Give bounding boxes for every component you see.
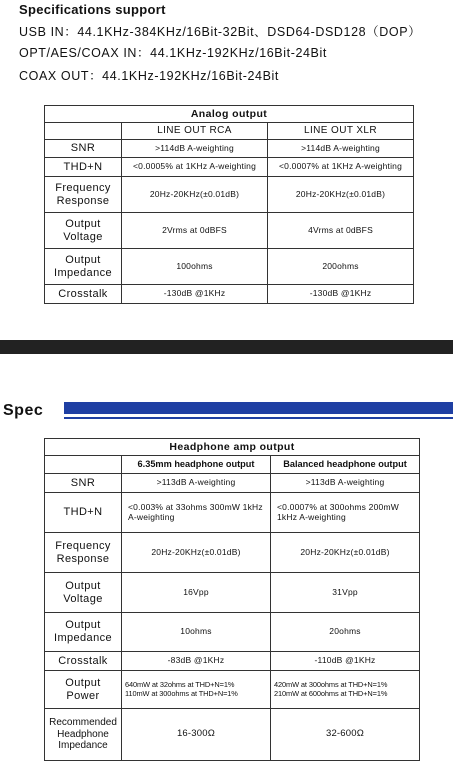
analog-output-table — [44, 105, 414, 304]
specifications-heading: Specifications support — [19, 2, 166, 17]
usb-in-spec: USB IN：44.1KHz-384KHz/16Bit-32Bit、DSD64-DSD128（DOP） — [19, 25, 422, 39]
table-cell: 10ohms — [122, 613, 271, 652]
table-row — [45, 573, 420, 613]
row-label: Output Impedance — [45, 249, 122, 285]
table-cell: -130dB @1KHz — [122, 285, 268, 304]
table-cell: 20Hz-20KHz(±0.01dB) — [122, 177, 268, 213]
column-header-xlr: LINE OUT XLR — [268, 123, 414, 140]
table-row — [45, 709, 420, 761]
table-row — [45, 249, 414, 285]
section-accent-bar — [64, 402, 453, 414]
power-line: 420mW at 300ohms at THD+N=1% — [274, 679, 388, 689]
table-cell: 20ohms — [271, 613, 420, 652]
table-row — [45, 285, 414, 304]
row-label: Output Voltage — [45, 213, 122, 249]
table-cell: -130dB @1KHz — [268, 285, 414, 304]
table-cell: 32-600Ω — [271, 709, 420, 761]
table-cell: <0.0005% at 1KHz A-weighting — [122, 158, 268, 177]
row-label: Frequency Response — [45, 533, 122, 573]
row-label: THD+N — [45, 158, 122, 177]
table-row — [45, 177, 414, 213]
power-line: 210mW at 600ohms at THD+N=1% — [274, 688, 388, 698]
column-header-6-35mm: 6.35mm headphone output — [122, 456, 271, 474]
table-cell: 16Vpp — [122, 573, 271, 613]
table-cell: <0.0007% at 300ohms 200mW 1kHz A-weighting — [271, 493, 420, 533]
table-cell: 100ohms — [122, 249, 268, 285]
row-label: THD+N — [45, 493, 122, 533]
spec-section-label: Spec — [3, 402, 44, 419]
corner-cell — [45, 123, 122, 140]
table-cell: <0.0007% at 1KHz A-weighting — [268, 158, 414, 177]
table-row — [45, 652, 420, 671]
table-cell: >113dB A-weighting — [122, 474, 271, 493]
table-row — [45, 493, 420, 533]
table-row — [45, 613, 420, 652]
section-divider-bar — [0, 340, 453, 354]
table-cell: 20Hz-20KHz(±0.01dB) — [271, 533, 420, 573]
section-accent-line — [64, 417, 453, 419]
table-cell: >114dB A-weighting — [268, 140, 414, 158]
row-label: Recommended Headphone Impedance — [45, 709, 122, 761]
table-title: Headphone amp output — [45, 439, 420, 456]
corner-cell — [45, 456, 122, 474]
coax-out-spec: COAX OUT：44.1KHz-192KHz/16Bit-24Bit — [19, 69, 279, 83]
row-label: SNR — [45, 474, 122, 493]
table-row — [45, 533, 420, 573]
power-line: 640mW at 32ohms at THD+N=1% — [125, 679, 235, 689]
power-line: 110mW at 300ohms at THD+N=1% — [125, 688, 238, 698]
table-row — [45, 213, 414, 249]
table-cell — [271, 671, 420, 709]
table-cell: 31Vpp — [271, 573, 420, 613]
table-row — [45, 140, 414, 158]
table-title: Analog output — [45, 106, 414, 123]
table-cell: 20Hz-20KHz(±0.01dB) — [268, 177, 414, 213]
row-label: Crosstalk — [45, 285, 122, 304]
opt-aes-coax-in-spec: OPT/AES/COAX IN：44.1KHz-192KHz/16Bit-24Bit — [19, 46, 327, 60]
table-row — [45, 158, 414, 177]
table-cell: 2Vrms at 0dBFS — [122, 213, 268, 249]
row-label: Output Power — [45, 671, 122, 709]
table-cell — [122, 671, 271, 709]
table-cell: 4Vrms at 0dBFS — [268, 213, 414, 249]
column-header-balanced: Balanced headphone output — [271, 456, 420, 474]
table-cell: -110dB @1KHz — [271, 652, 420, 671]
row-label: Crosstalk — [45, 652, 122, 671]
table-cell: -83dB @1KHz — [122, 652, 271, 671]
column-header-rca: LINE OUT RCA — [122, 123, 268, 140]
table-cell: 16-300Ω — [122, 709, 271, 761]
row-label: Output Impedance — [45, 613, 122, 652]
row-label: Frequency Response — [45, 177, 122, 213]
table-cell: >113dB A-weighting — [271, 474, 420, 493]
row-label: Output Voltage — [45, 573, 122, 613]
table-row — [45, 474, 420, 493]
table-cell: >114dB A-weighting — [122, 140, 268, 158]
headphone-amp-output-table — [44, 438, 420, 761]
table-cell: <0.003% at 33ohms 300mW 1kHz A-weighting — [122, 493, 271, 533]
table-cell: 20Hz-20KHz(±0.01dB) — [122, 533, 271, 573]
table-row — [45, 671, 420, 709]
table-cell: 200ohms — [268, 249, 414, 285]
row-label: SNR — [45, 140, 122, 158]
